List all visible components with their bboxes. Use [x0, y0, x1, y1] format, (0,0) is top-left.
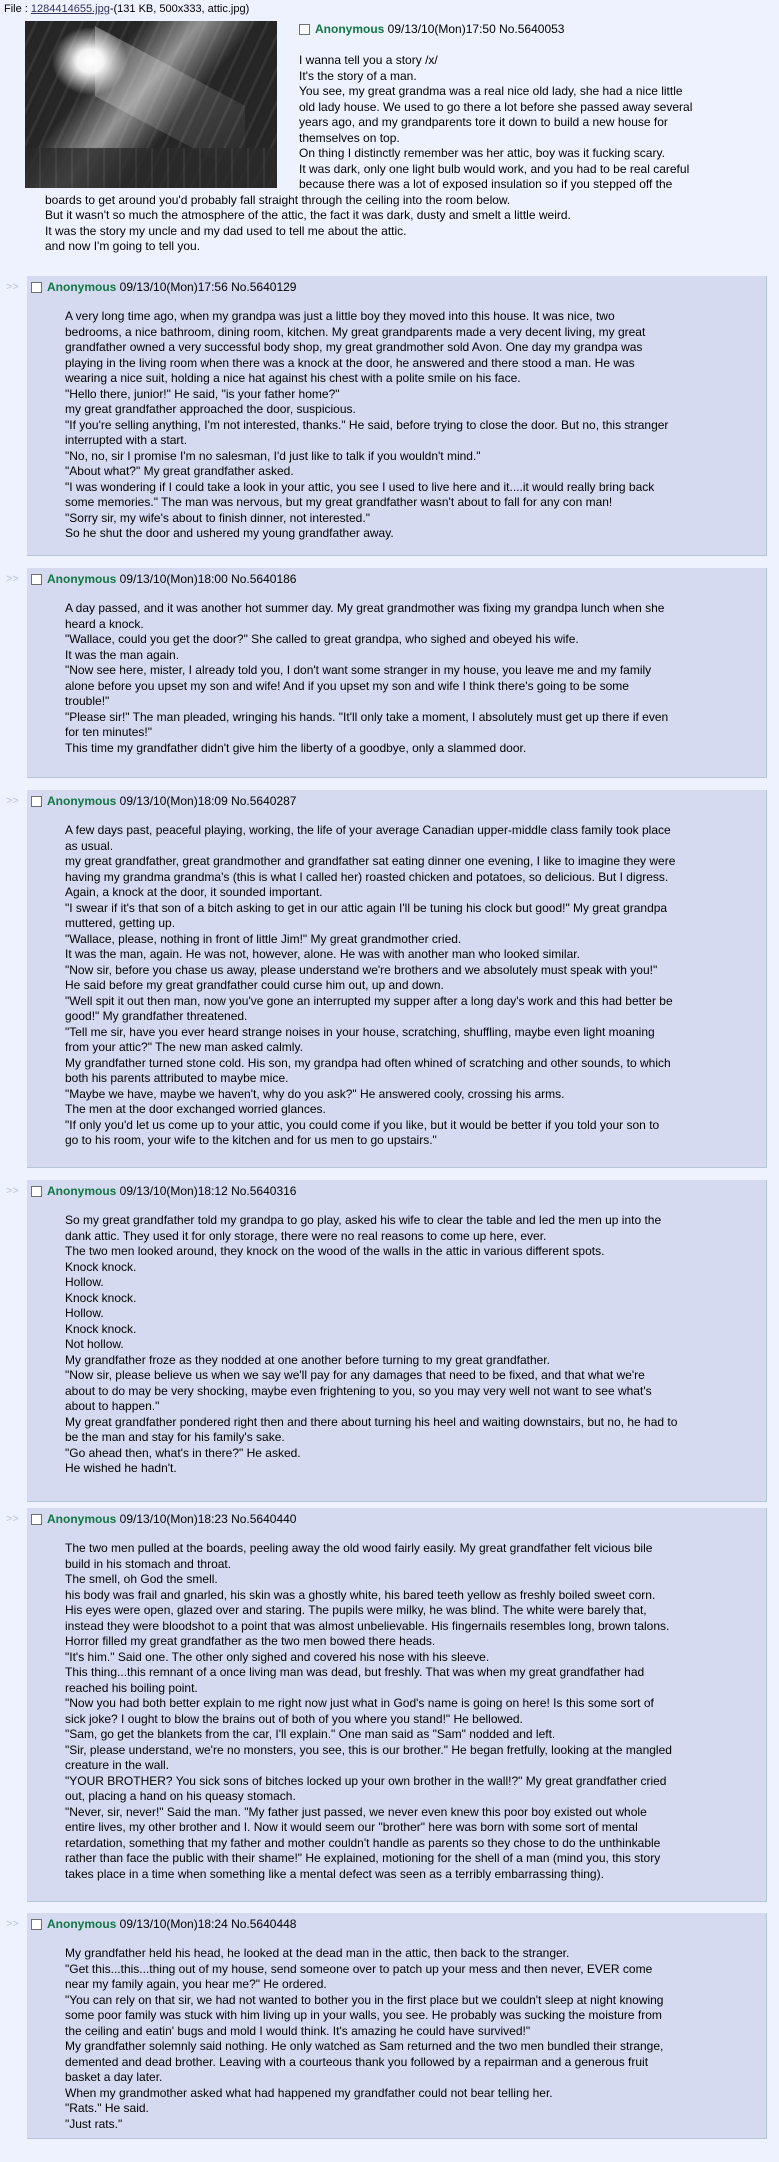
- post-text-line: the ceiling and eatin' bugs and mold I would think. It's amazing he could have survived!": [65, 2023, 531, 2038]
- post-date-number[interactable]: 09/13/10(Mon)17:56 No.5640129: [116, 280, 297, 294]
- post-text-line: You see, my great grandma was a real nice old lady, she had a nice little: [299, 84, 683, 98]
- post-text-line: It was the man, again. He was not, however, alone. He was with another man who looked similar.: [65, 947, 580, 961]
- post-text-line: instead they were bloodshot to a point that was almost unbelievable. His fingernails resembles long, brown talons.: [65, 1618, 670, 1633]
- post-text-line: It was dark, only one light bulb would work, and you had to be real careful: [299, 161, 690, 176]
- post-text-line: My great grandfather pondered right then and there about turning his heel and waiting downstairs, but no, he had to: [65, 1414, 678, 1429]
- post-text-line: some poor family was stuck with him living up in your walls, you see. He probably was sucking the moisture from: [65, 2008, 662, 2022]
- post-text-line: both his parents attributed to maybe mice.: [65, 1071, 289, 1085]
- post-text-line: my great grandfather, great grandmother and grandfather sat eating dinner one evening, I like to imagine they were: [65, 854, 676, 868]
- reply-arrows: >>: [6, 795, 19, 807]
- post-text-line: On thing I distinctly remember was her attic, boy was it fucking scary.: [299, 146, 665, 160]
- post-text-line: boards to get around you'd probably fall straight through the ceiling into the room below.: [45, 192, 511, 207]
- post-date-number[interactable]: 09/13/10(Mon)18:09 No.5640287: [116, 794, 297, 808]
- post-checkbox[interactable]: [31, 1186, 42, 1197]
- post-text-line: go to his room, your wife to the kitchen and for us men to go upstairs.": [65, 1133, 437, 1147]
- post-checkbox[interactable]: [31, 282, 42, 293]
- post-text-line: So my great grandfather told my grandpa to go play, asked his wife to clear the table and led the men up into the: [65, 1213, 662, 1227]
- post-text-line: playing in the living room when there was a knock at the door, he answered and there stood a man. He was: [65, 355, 635, 370]
- post-text-line: his body was frail and gnarled, his skin was a ghostly white, his bared teeth yellow as freshly boiled sweet corn.: [65, 1587, 656, 1602]
- post-text-line: "Tell me sir, have you ever heard strange noises in your house, scratching, shuffling, maybe even light moaning: [65, 1024, 655, 1039]
- reply-body: [65, 1946, 755, 2132]
- post-text-line: "If you're selling anything, I'm not interested, thanks." He said, before trying to close the door. But no, this stranger: [65, 417, 669, 432]
- post-text-line: The two men looked around, they knock on the wood of the walls in the attic in various different spots.: [65, 1244, 605, 1258]
- post-text-line: my great grandfather approached the door, suspicious.: [65, 402, 356, 416]
- post-checkbox[interactable]: [31, 796, 42, 807]
- reply-post: [27, 790, 767, 1168]
- post-date-number[interactable]: 09/13/10(Mon)18:24 No.5640448: [116, 1917, 297, 1931]
- post-text-line: as usual.: [65, 838, 114, 853]
- reply-post: [27, 1180, 767, 1502]
- post-text-line: good!" My grandfather threatened.: [65, 1009, 248, 1023]
- post-text-line: This thing...this remnant of a once living man was dead, but freshly. That was when my great grandfather had: [65, 1665, 645, 1679]
- post-text-line: heard a knock.: [65, 616, 144, 631]
- post-text-line: The men at the door exchanged worried glances.: [65, 1102, 326, 1116]
- post-text-line: He said before my great grandfather could curse him out, up and down.: [65, 978, 444, 992]
- reply-arrows: >>: [6, 281, 19, 293]
- post-text-line: "No, no, sir I promise I'm no salesman, I'd just like to talk if you wouldn't mind.": [65, 448, 481, 463]
- post-text-line: It's the story of a man.: [299, 68, 417, 83]
- reply-header: [31, 1917, 296, 1933]
- post-text-line: wearing a nice suit, holding a nice hat against his chest with a polite smile on his face.: [65, 371, 521, 385]
- post-text-line: It was the story my uncle and my dad used to tell me about the attic.: [45, 223, 407, 238]
- reply-arrows: >>: [6, 1513, 19, 1525]
- poster-name: Anonymous: [47, 794, 117, 808]
- post-text-line: dank attic. They used it for only storage, there were no real reasons to come up here, ever.: [65, 1228, 547, 1243]
- post-text-line: It was the man again.: [65, 647, 180, 662]
- post-text-line: creature in the wall.: [65, 1758, 170, 1772]
- op-post-body: [0, 53, 760, 255]
- post-text-line: bedrooms, a nice bathroom, dining room, kitchen. My great grandparents made a very decent living, my great: [65, 324, 646, 339]
- poster-name: Anonymous: [47, 572, 117, 586]
- post-text-line: rather than face the public with their shame!" He explained, motioning for the shell of a man (mind you, this story: [65, 1851, 661, 1865]
- post-text-line: "Now see here, mister, I already told you, I don't want some stranger in my house, you leave me and my family: [65, 663, 652, 677]
- reply-post: [27, 568, 767, 778]
- post-text-line: "Rats." He said.: [65, 2101, 149, 2115]
- post-text-line: "I was wondering if I could take a look in your attic, you see I used to live here and it....it would really bring back: [65, 479, 655, 494]
- post-text-line: "Get this...this...thing out of my house, send someone over to patch up your mess and then never, EVER come: [65, 1961, 653, 1976]
- post-text-line: "Sam, go get the blankets from the car, I'll explain." One man said as "Sam" nodded and left.: [65, 1727, 556, 1741]
- post-text-line: muttered, getting up.: [65, 916, 176, 930]
- post-text-line: "Now sir, please believe us when we say we'll pay for any damages that need to be fixed, and that what we're: [65, 1368, 645, 1382]
- poster-name: Anonymous: [47, 280, 117, 294]
- post-text-line: "Sir, please understand, we're no monsters, you see, this is our brother." He began fretfully, looking at the mangled: [65, 1742, 672, 1757]
- post-text-line: interrupted with a start.: [65, 433, 188, 447]
- post-text-line: "I swear if it's that son of a bitch asking to get in our attic again I'll be tuning his clock but good!" My great grandpa: [65, 900, 668, 915]
- post-text-line: be the man and stay for his family's sake.: [65, 1430, 285, 1444]
- post-text-line: demented and dead brother. Leaving with a courteous thank you followed by a repairman and a generous fruit: [65, 2054, 649, 2069]
- post-text-line: reached his boiling point.: [65, 1680, 198, 1695]
- post-text-line: entire lives, my other brother and I. Now it would seem our "brother" here was born with some sort of mental: [65, 1820, 638, 1834]
- post-text-line: A few days past, peaceful playing, working, the life of your average Canadian upper-middle class family took place: [65, 823, 671, 837]
- post-text-line: The two men pulled at the boards, peeling away the old wood fairly easily. My great grandfather felt vicious bile: [65, 1541, 653, 1555]
- post-text-line: "You can rely on that sir, we had not wanted to bother you in the first place but we couldn't sleep at night knowing: [65, 1992, 664, 2007]
- post-text-line: retardation, something that my father and mother couldn't handle as parents so they chose to do the unthinkable: [65, 1835, 661, 1850]
- post-text-line: My grandfather turned stone cold. His son, my grandpa had often whined of scratching and other sounds, to which: [65, 1055, 671, 1070]
- post-date-number[interactable]: 09/13/10(Mon)17:50 No.5640053: [384, 22, 565, 36]
- post-text-line: "Hello there, junior!" He said, "is your father home?": [65, 386, 340, 401]
- post-text-line: alone before you upset my son and wife! And if you upset my son and wife I think there's going to be some: [65, 678, 629, 693]
- reply-body: [65, 1213, 755, 1477]
- post-text-line: years ago, and my grandparents tore it down to build a new house for: [299, 115, 668, 129]
- reply-header: [31, 280, 296, 296]
- post-date-number[interactable]: 09/13/10(Mon)18:12 No.5640316: [116, 1184, 297, 1198]
- post-text-line: "Maybe we have, maybe we haven't, why do you ask?" He answered cooly, crossing his arms.: [65, 1086, 565, 1101]
- post-text-line: Hollow.: [65, 1275, 104, 1289]
- file-link[interactable]: 1284414655.jpg: [30, 3, 110, 15]
- post-text-line: some memories." The man was nervous, but my great grandfather wasn't about to fall for any con man!: [65, 495, 613, 509]
- reply-header: [31, 1184, 296, 1200]
- op-post-header: [299, 22, 564, 38]
- post-text-line: "Just rats.": [65, 2116, 123, 2131]
- post-text-line: Knock knock.: [65, 1290, 137, 1305]
- post-text-line: "YOUR BROTHER? You sick sons of bitches locked up your own brother in the wall!?" My great grandfather cried: [65, 1773, 667, 1788]
- post-date-number[interactable]: 09/13/10(Mon)18:00 No.5640186: [116, 572, 297, 586]
- poster-name: Anonymous: [315, 22, 385, 36]
- post-text-line: "Never, sir, never!" Said the man. "My father just passed, we never even knew this poor boy existed out whole: [65, 1804, 647, 1819]
- post-text-line: This time my grandfather didn't give him the liberty of a goodbye, only a slammed door.: [65, 740, 527, 755]
- post-text-line: Again, a knock at the door, it sounded important.: [65, 885, 323, 899]
- post-text-line: "About what?" My great grandfather asked.: [65, 464, 294, 478]
- post-text-line: "Sorry sir, my wife's about to finish dinner, not interested.": [65, 510, 370, 525]
- post-text-line: from your attic?" The new man asked calmly.: [65, 1040, 303, 1054]
- post-text-line: takes place in a time when something like a mental defect was seen as a terribly embarrassing thing).: [65, 1866, 604, 1881]
- post-text-line: "Go ahead then, what's in there?" He asked.: [65, 1445, 301, 1460]
- post-text-line: grandfather owned a very successful body shop, my great grandmother sold Avon. One day my grandpa was: [65, 340, 643, 354]
- post-text-line: sick joke? I ought to blow the brains out of both of you where you stand!" He bellowed.: [65, 1711, 523, 1726]
- reply-arrows: >>: [6, 1918, 19, 1930]
- post-text-line: "Well spit it out then man, now you've gone an interrupted my supper after a long day's work and this had better be: [65, 993, 673, 1008]
- poster-name: Anonymous: [47, 1917, 117, 1931]
- post-text-line: about to do may be very shocking, maybe even frightening to you, so you may very well not want to see what's: [65, 1383, 652, 1398]
- post-text-line: My grandfather solemnly said nothing. He only watched as Sam returned and the two men bundled their strange,: [65, 2039, 664, 2053]
- post-text-line: near my family again, you hear me?" He ordered.: [65, 1977, 327, 1991]
- reply-post: [27, 276, 767, 556]
- post-text-line: for ten minutes!": [65, 725, 152, 739]
- post-text-line: So he shut the door and ushered my young grandfather away.: [65, 526, 394, 540]
- post-text-line: Knock knock.: [65, 1259, 137, 1274]
- poster-name: Anonymous: [47, 1512, 117, 1526]
- post-text-line: My grandfather froze as they nodded at one another before turning to my great grandfather.: [65, 1352, 550, 1367]
- post-text-line: "Wallace, please, nothing in front of little Jim!" My great grandmother cried.: [65, 931, 462, 946]
- post-text-line: old lady house. We used to go there a lot before she passed away several: [299, 99, 693, 114]
- post-checkbox[interactable]: [299, 24, 310, 35]
- reply-body: [65, 823, 755, 1149]
- post-text-line: "Now you had both better explain to me right now just what in God's name is going on here! Is this some sort of: [65, 1696, 654, 1710]
- post-text-line: out, placing a hand on his queasy stomach.: [65, 1789, 296, 1803]
- post-text-line: themselves on top.: [299, 130, 400, 145]
- op-post: [0, 0, 779, 308]
- post-text-line: Not hollow.: [65, 1337, 124, 1351]
- post-checkbox[interactable]: [31, 1919, 42, 1930]
- post-text-line: I wanna tell you a story /x/: [299, 53, 438, 67]
- post-checkbox[interactable]: [31, 1514, 42, 1525]
- poster-name: Anonymous: [47, 1184, 117, 1198]
- reply-body: [65, 1541, 755, 1882]
- post-date-number[interactable]: 09/13/10(Mon)18:23 No.5640440: [116, 1512, 297, 1526]
- post-text-line: "Wallace, could you get the door?" She called to great grandpa, who sighed and obeyed his wife.: [65, 632, 579, 646]
- reply-arrows: >>: [6, 573, 19, 585]
- post-text-line: build in his stomach and throat.: [65, 1556, 232, 1571]
- post-text-line: His eyes were open, glazed over and staring. The pupils were milky, he was blind. The white were barely that,: [65, 1603, 647, 1617]
- post-text-line: A very long time ago, when my grandpa was just a little boy they moved into this house. It was nice, two: [65, 309, 615, 323]
- file-label: File :: [4, 3, 31, 15]
- reply-header: [31, 572, 296, 588]
- post-text-line: "Now sir, before you chase us away, please understand we're brothers and we absolutely must speak with you!": [65, 962, 658, 977]
- post-text-line: Horror filled my great grandfather as the two men bowed there heads.: [65, 1634, 436, 1648]
- post-text-line: about to happen.": [65, 1399, 160, 1413]
- post-text-line: trouble!": [65, 694, 110, 708]
- post-text-line: He wished he hadn't.: [65, 1461, 177, 1475]
- reply-body: [65, 601, 755, 756]
- reply-post: [27, 1913, 767, 2139]
- reply-body: [65, 309, 755, 542]
- post-text-line: When my grandmother asked what had happened my grandfather could not bear telling her.: [65, 2085, 553, 2100]
- post-checkbox[interactable]: [31, 574, 42, 585]
- reply-header: [31, 794, 296, 810]
- post-text-line: "If only you'd let us come up to your attic, you could come if you like, but it would be better if you told your son to: [65, 1117, 660, 1132]
- post-text-line: A day passed, and it was another hot summer day. My great grandmother was fixing my grandpa lunch when she: [65, 601, 665, 615]
- post-text-line: and now I'm going to tell you.: [45, 239, 201, 253]
- post-text-line: Hollow.: [65, 1306, 104, 1320]
- reply-header: [31, 1512, 296, 1528]
- file-info-bar: [4, 2, 249, 18]
- post-text-line: having my grandma grandma's (this is what I called her) roasted chicken and potatoes, so delicious. But I digress.: [65, 869, 669, 884]
- post-text-line: "Please sir!" The man pleaded, wringing his hands. "It'll only take a moment, I absolutely must get up there if even: [65, 709, 669, 724]
- post-text-line: basket a day later.: [65, 2070, 163, 2084]
- post-text-line: Knock knock.: [65, 1321, 137, 1336]
- reply-arrows: >>: [6, 1185, 19, 1197]
- file-meta: -(131 KB, 500x333, attic.jpg): [109, 3, 250, 15]
- post-text-line: The smell, oh God the smell.: [65, 1572, 218, 1586]
- post-text-line: because there was a lot of exposed insulation so if you stepped off the: [299, 177, 673, 191]
- post-text-line: My grandfather held his head, he looked at the dead man in the attic, then back to the stranger.: [65, 1946, 570, 1960]
- reply-post: [27, 1508, 767, 1902]
- post-text-line: "It's him." Said one. The other only sighed and covered his nose with his sleeve.: [65, 1649, 490, 1664]
- post-text-line: But it wasn't so much the atmosphere of the attic, the fact it was dark, dusty and smelt a little weird.: [45, 208, 571, 222]
